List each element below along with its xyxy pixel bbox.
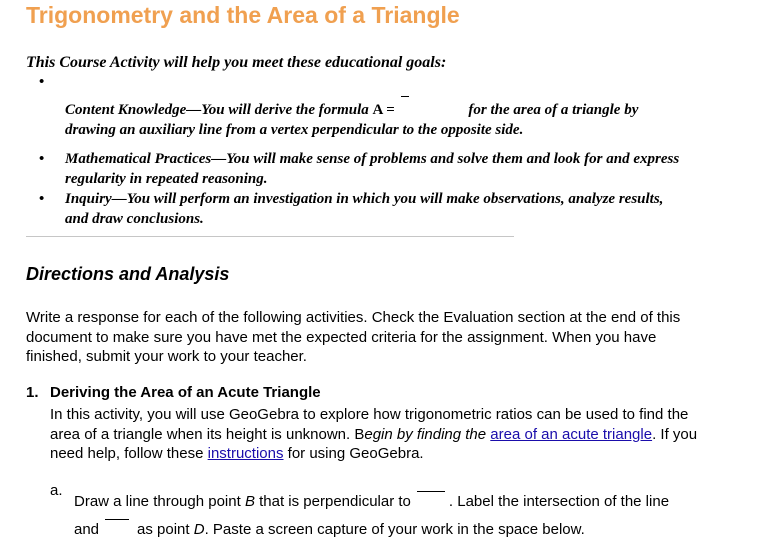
goal-description: —You will derive the formula (186, 102, 373, 118)
segment-placeholder (417, 505, 445, 506)
goal-text (65, 100, 685, 140)
bullet-icon: • (39, 151, 45, 167)
sub-text: as point (137, 521, 194, 538)
formula-image-placeholder (399, 113, 465, 114)
goal-content-knowledge (26, 76, 686, 149)
area-of-acute-triangle-link[interactable]: area of an acute triangle (490, 425, 653, 443)
activity-body (50, 405, 710, 464)
sub-text: . Label the intersection of the line and (74, 493, 670, 538)
goal-description-end: for the area of a triangle by drawing an auxiliary line from a vertex perpendicular to the opposite side. (65, 102, 639, 138)
segment-placeholder (105, 533, 129, 534)
goal-label: Content Knowledge (65, 102, 187, 118)
point-b: B (244, 493, 255, 510)
goals-list (26, 76, 686, 229)
activity-title: Deriving the Area of an Acute Triangle (50, 384, 321, 401)
activity-body-text: for using GeoGebra. (283, 445, 424, 462)
directions-paragraph: Write a response for each of the following activities. Check the Evaluation section at the end of this document to make sure you have met the expected criteria for the assignment. When you have finished, submit your work to your teacher. (26, 309, 681, 365)
sub-text: . Paste a screen capture of your work in the space below. (204, 521, 585, 538)
activity-body-text: . If you need help, follow these (50, 425, 698, 462)
sub-item-letter: a. (50, 482, 63, 499)
goal-description: —You will perform an investigation in which you will make observations, analyze results, and draw conclusions. (65, 191, 664, 227)
activity-body-italic: egin by finding the (364, 425, 491, 443)
goal-label: Mathematical Practices (65, 151, 212, 167)
activity-number: 1. (26, 384, 39, 401)
goal-description: —You will make sense of problems and solve them and look for and express regularity in repeated reasoning. (65, 151, 680, 187)
page-title: Trigonometry and the Area of a Triangle (26, 2, 460, 28)
formula-prefix: A = (372, 102, 395, 118)
section-divider (26, 236, 514, 237)
goal-mathematical-practices (26, 149, 686, 189)
activity-body-text: In this activity, you will use GeoGebra to explore how trigonometric ratios can be used to find the area of a triangle when its height is unknown. B (50, 406, 689, 443)
bullet-icon: • (39, 191, 45, 207)
goal-label: Inquiry (65, 191, 112, 207)
point-d: D (193, 521, 205, 538)
instructions-link[interactable]: instructions (207, 445, 284, 462)
sub-text: Draw a line through point (74, 493, 245, 510)
goals-intro: This Course Activity will help you meet these educational goals: (26, 54, 447, 71)
sub-item-text (74, 488, 694, 544)
goal-inquiry (26, 189, 686, 229)
section-heading: Directions and Analysis (26, 264, 230, 284)
sub-text: that is perpendicular to (254, 493, 411, 510)
bullet-icon: • (39, 74, 45, 90)
